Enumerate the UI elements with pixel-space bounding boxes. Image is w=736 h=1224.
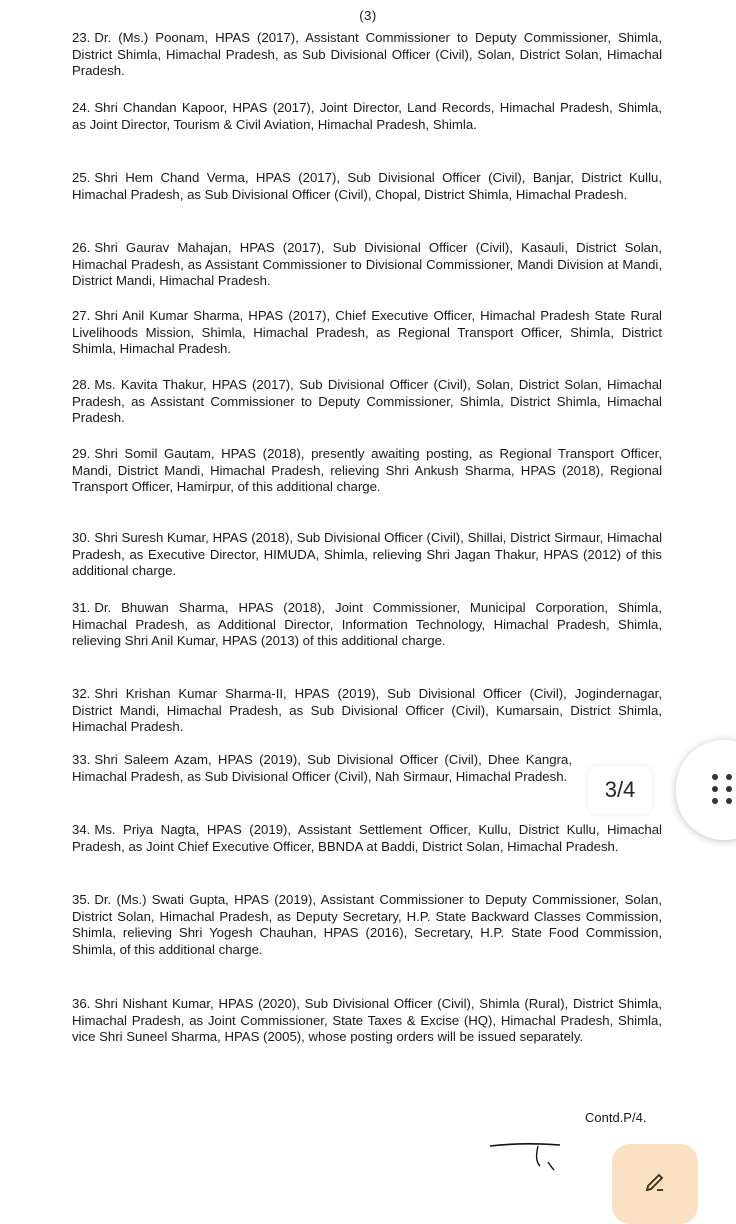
list-item: 26. Shri Gaurav Mahajan, HPAS (2017), Sub Divisional Officer (Civil), Kasauli, District Solan, Himachal Pradesh, as Assistant Commissioner to Divisional Commissioner, Mandi Division at Mandi, District Mandi, Himachal Pradesh.	[72, 240, 662, 288]
list-item: 23. Dr. (Ms.) Poonam, HPAS (2017), Assistant Commissioner to Deputy Commissioner, Shimla, District Shimla, Himachal Pradesh, as Sub Divisional Officer (Civil), Solan, District Solan, Himachal Pradesh.	[72, 30, 662, 78]
page-number: (3)	[359, 8, 377, 23]
list-item: 25. Shri Hem Chand Verma, HPAS (2017), Sub Divisional Officer (Civil), Banjar, District Kullu, Himachal Pradesh, as Sub Divisional Officer (Civil), Chopal, District Shimla, Himachal Pradesh.	[72, 170, 662, 202]
list-item: 36. Shri Nishant Kumar, HPAS (2020), Sub Divisional Officer (Civil), Shimla (Rural), District Shimla, Himachal Pradesh, as Joint Commissioner, State Taxes & Excise (HQ), Himachal Pradesh, Shimla, vice Shri Suneel Sharma, HPAS (2005), whose posting orders will be issued separately.	[72, 996, 662, 1044]
list-item: 35. Dr. (Ms.) Swati Gupta, HPAS (2019), Assistant Commissioner to Deputy Commissioner, Solan, District Solan, Himachal Pradesh, as Deputy Secretary, H.P. State Backward Classes Commission, Shimla, relieving Shri Yogesh Chauhan, HPAS (2016), Secretary, H.P. State Food Commission, Shimla, of this additional charge.	[72, 892, 662, 957]
list-item: 27. Shri Anil Kumar Sharma, HPAS (2017), Chief Executive Officer, Himachal Pradesh State Rural Livelihoods Mission, Shimla, Himachal Pradesh, as Regional Transport Officer, Shimla, District Shimla, Himachal Pradesh.	[72, 308, 662, 356]
dots-grid-icon	[712, 774, 734, 804]
list-item: 34. Ms. Priya Nagta, HPAS (2019), Assistant Settlement Officer, Kullu, District Kullu, Himachal Pradesh, as Joint Chief Executive Officer, BBNDA at Baddi, District Solan, Himachal Pradesh.	[72, 822, 662, 854]
list-item: 32. Shri Krishan Kumar Sharma-II, HPAS (2019), Sub Divisional Officer (Civil), Jogindernagar, District Mandi, Himachal Pradesh, as Sub Divisional Officer (Civil), Kumarsain, District Shimla, Himachal Pradesh.	[72, 686, 662, 734]
list-item: 29. Shri Somil Gautam, HPAS (2018), presently awaiting posting, as Regional Transport Officer, Mandi, District Mandi, Himachal Pradesh, relieving Shri Ankush Sharma, HPAS (2018), Regional Transport Officer, Hamirpur, of this additional charge.	[72, 446, 662, 494]
page-indicator: 3/4	[588, 766, 652, 814]
list-item: 31. Dr. Bhuwan Sharma, HPAS (2018), Joint Commissioner, Municipal Corporation, Shimla, Himachal Pradesh, as Additional Director, Information Technology, Himachal Pradesh, Shimla, relieving Shri Anil Kumar, HPAS (2013) of this additional charge.	[72, 600, 662, 648]
edit-pen-icon	[643, 1170, 667, 1194]
list-item: 28. Ms. Kavita Thakur, HPAS (2017), Sub Divisional Officer (Civil), Solan, District Solan, Himachal Pradesh, as Assistant Commissioner to Deputy Commissioner, Shimla, District Shimla, Himachal Pradesh.	[72, 377, 662, 425]
signature	[488, 1132, 568, 1172]
contd-note: Contd.P/4.	[585, 1110, 647, 1125]
list-item: 30. Shri Suresh Kumar, HPAS (2018), Sub Divisional Officer (Civil), Shillai, District Sirmaur, Himachal Pradesh, as Executive Director, HIMUDA, Shimla, relieving Shri Jagan Thakur, HPAS (2012) of this additional charge.	[72, 530, 662, 578]
edit-button[interactable]	[612, 1144, 698, 1224]
list-item: 33. Shri Saleem Azam, HPAS (2019), Sub Divisional Officer (Civil), Dhee Kangra, Himachal Pradesh, as Sub Divisional Officer (Civil), Nah Sirmaur, Himachal Pradesh.	[72, 752, 572, 784]
menu-button[interactable]	[676, 740, 736, 840]
list-item: 24. Shri Chandan Kapoor, HPAS (2017), Joint Director, Land Records, Himachal Pradesh, Shimla, as Joint Director, Tourism & Civil Aviation, Himachal Pradesh, Shimla.	[72, 100, 662, 132]
